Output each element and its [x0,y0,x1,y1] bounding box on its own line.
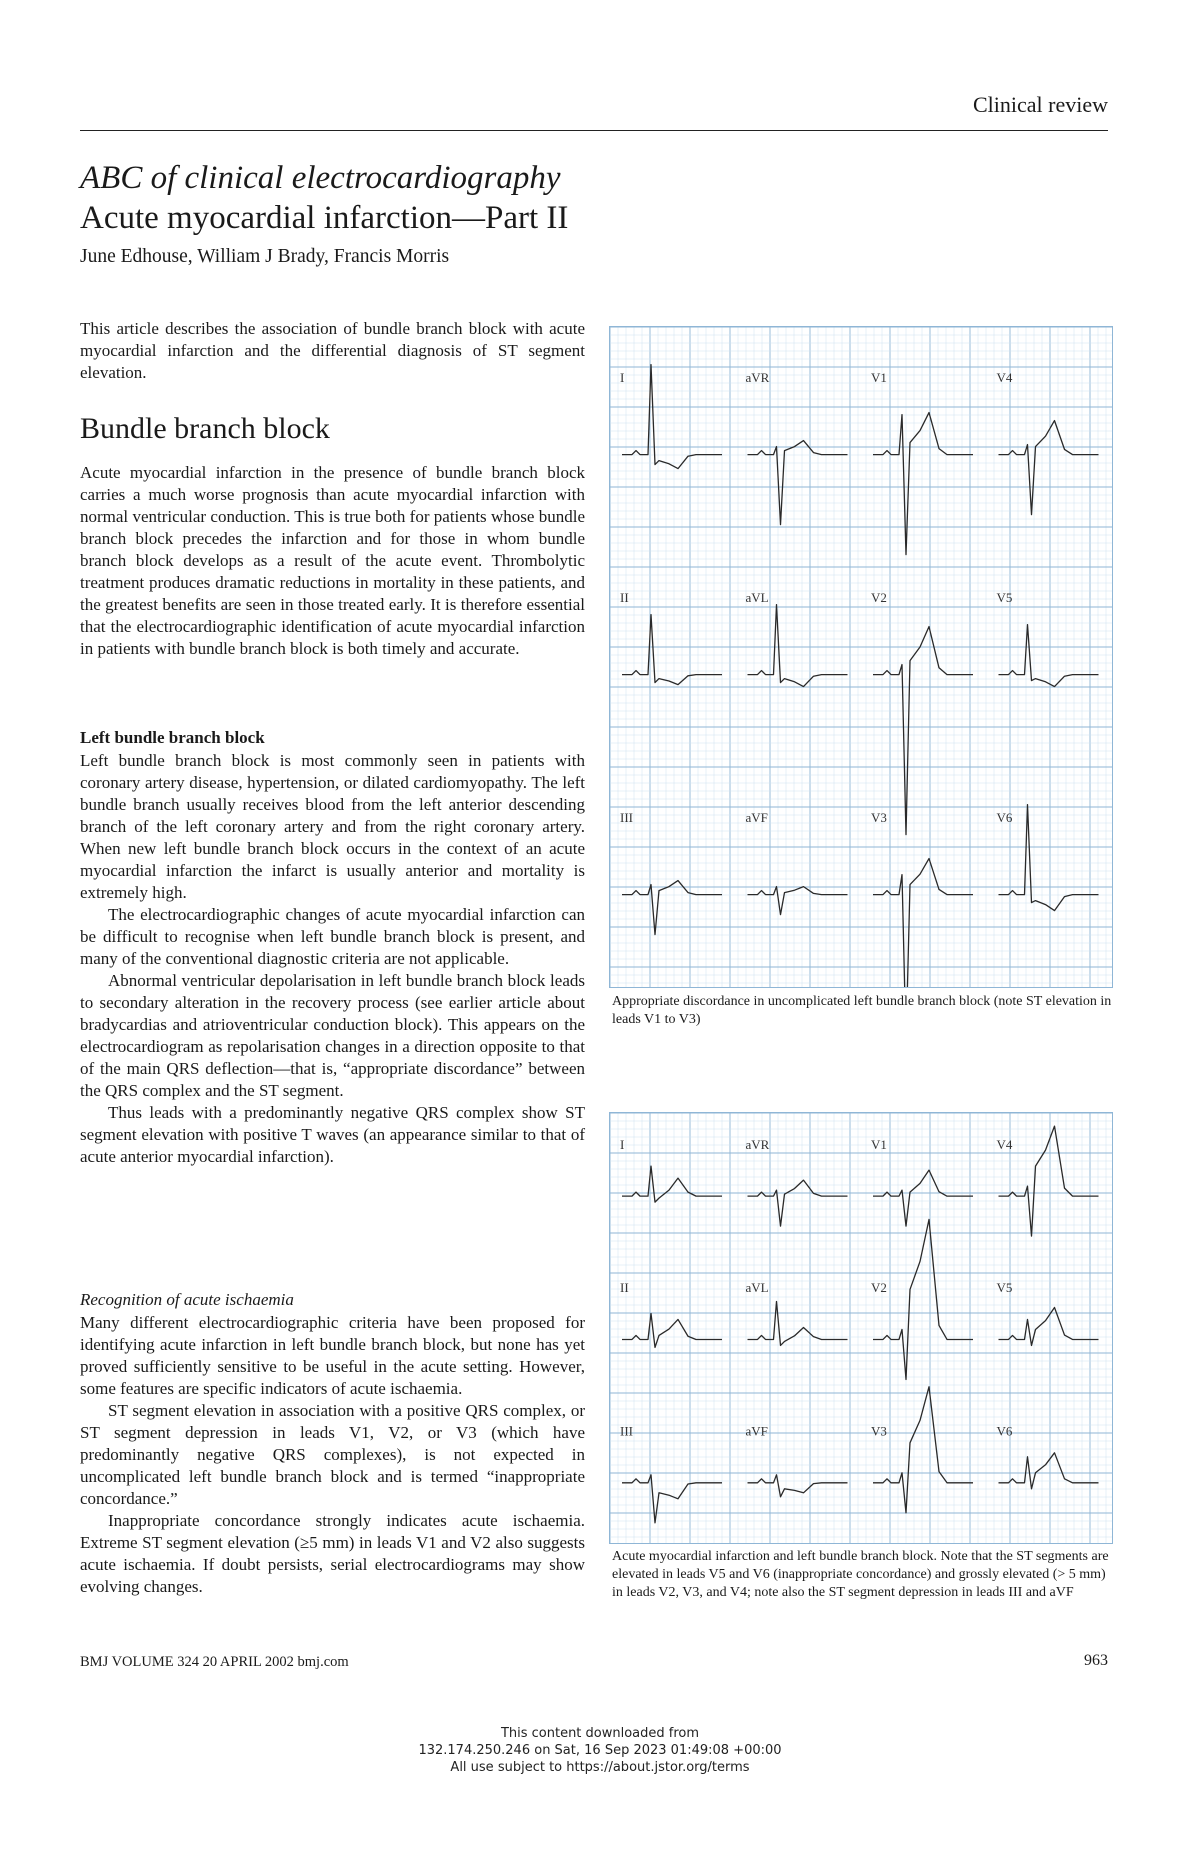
ecg-trace [748,1301,848,1345]
bbb-body [80,462,585,660]
recognition-body [80,1312,585,1598]
download-line: 132.174.250.246 on Sat, 16 Sep 2023 01:49:08 +00:00 [418,1743,782,1758]
lead-label: V4 [996,1136,1013,1152]
ecg-trace [873,1387,973,1513]
intro-text: This article describes the association of bundle branch block with acute myocardial infarction and the differential diagnosis of ST segment elevation. [80,319,585,382]
ecg-trace [996,1126,1099,1236]
ecg-trace [748,1180,848,1226]
ecg-trace [873,1170,973,1226]
header-rule [80,130,1108,131]
ecg-trace [748,441,848,525]
lead-label: II [620,590,629,605]
lead-label: III [620,1423,633,1439]
authors: June Edhouse, William J Brady, Francis Morris [80,246,450,267]
recognition-paragraph: ST segment elevation in association with a positive QRS complex, or ST segment depression in leads V1, V2, or V3 (which have predominantly negative QRS complexes), is not expected in uncomplicated left bundle branch block and is termed “inappropriate concordance.” [80,1401,585,1508]
lead-label: I [620,1136,625,1152]
download-line: All use subject to https://about.jstor.org/terms [450,1760,750,1775]
ecg-figure-1 [609,326,1113,988]
lead-label: V6 [996,810,1013,825]
lead-label: II [620,1280,629,1296]
lbbb-heading: Left bundle branch block [80,728,265,747]
figure-1-caption: Appropriate discordance in uncomplicated left bundle branch block (note ST elevation in leads V1 to V3) [612,994,1112,1027]
ecg-trace [748,605,848,687]
lead-label: I [620,370,625,385]
lead-label: V2 [871,1280,887,1296]
download-line: This content downloaded from [500,1726,700,1741]
lead-label: V5 [996,590,1013,605]
recognition-paragraph: Inappropriate concordance strongly indicates acute ischaemia. Extreme ST segment elevation (≥5 mm) in leads V1 and V2 also suggests acute ischaemia. If doubt persists, serial electrocardiograms may show evolving changes. [80,1511,585,1596]
ecg-2-graphic [610,1113,1112,1543]
lead-label: V3 [871,810,887,825]
ecg-trace [622,1475,722,1523]
article-title: Acute myocardial infarction—Part II [80,200,569,236]
lead-label: V1 [871,1136,887,1152]
ecg-trace [996,805,1099,911]
lead-label: V1 [871,370,887,385]
lead-label: aVR [745,370,770,385]
series-title: ABC of clinical electrocardiography [80,160,561,196]
lead-label: aVF [745,1423,768,1439]
ecg-trace [622,881,722,935]
section-label: Clinical review [972,92,1108,117]
ecg-figure-2 [609,1112,1113,1544]
ecg-trace [999,625,1099,687]
ecg-grid [610,327,1112,987]
lead-label: V4 [996,370,1013,385]
ecg-trace [622,365,722,469]
recognition-heading: Recognition of acute ischaemia [80,1290,294,1309]
ecg-trace [748,887,848,915]
ecg-trace [622,615,722,685]
lbbb-paragraph: The electrocardiographic changes of acute myocardial infarction can be difficult to recognise when left bundle branch block is present, and many of the conventional diagnostic criteria are not applicable. [80,905,585,968]
page-number: 963 [1084,1652,1108,1669]
lead-label: V5 [996,1280,1013,1296]
recognition-paragraph: Many different electrocardiographic criteria have been proposed for identifying acute infarction in left bundle branch block, but none has yet proved sufficiently sensitive to be useful in the acute setting. However, some features are specific indicators of acute ischaemia. [80,1313,585,1398]
lead-label: aVL [745,590,769,605]
bbb-paragraph: Acute myocardial infarction in the presence of bundle branch block carries a much worse prognosis than acute myocardial infarction with normal ventricular conduction. This is true both for patients whose bundle branch block precedes the infarction and for those in whom bundle branch block develops as a result of the acute event. Thrombolytic treatment produces dramatic reductions in mortality in these patients, and the greatest benefits are seen in those treated early. It is therefore essential that the electrocardiographic identification of acute myocardial infarction in patients with bundle branch block is both timely and accurate. [80,463,585,658]
ecg-1-graphic [610,327,1112,987]
ecg-trace [622,1313,722,1347]
lbbb-paragraph: Abnormal ventricular depolarisation in left bundle branch block leads to secondary alteration in the recovery process (see earlier article about bradycardias and atrioventricular conduction block). This appears on the electrocardiogram as repolarisation changes in a direction opposite to that of the main QRS deflection—that is, “appropriate discordance” between the QRS complex and the ST segment. [80,971,585,1100]
lead-label: aVL [745,1280,769,1296]
intro-paragraph [80,318,585,384]
ecg-trace [999,421,1099,515]
figure-2-caption: Acute myocardial infarction and left bundle branch block. Note that the ST segments are elevated in leads V5 and V6 (inappropriate concordance) and grossly elevated (> 5 mm) in leads V2, V3, and V4; note also the ST segment depression in leads III and aVF [612,1549,1109,1600]
ecg-trace [748,1475,848,1497]
journal-footer: BMJ VOLUME 324 20 APRIL 2002 bmj.com [80,1654,349,1670]
download-notice [0,1725,1200,1776]
ecg-trace [999,1453,1099,1489]
lead-label: V6 [996,1423,1013,1439]
lbbb-body [80,750,585,1168]
ecg-trace [873,413,973,555]
ecg-trace [873,1219,973,1379]
lbbb-paragraph: Thus leads with a predominantly negative QRS complex show ST segment elevation with positive T waves (an appearance similar to that of acute anterior myocardial infarction). [80,1103,585,1166]
lbbb-paragraph: Left bundle branch block is most commonly seen in patients with coronary artery disease, hypertension, or dilated cardiomyopathy. The left bundle branch usually receives blood from the left anterior descending branch of the left coronary artery and from the right coronary artery. When new left bundle branch block occurs in the context of an acute myocardial infarction the infarct is usually anterior and mortality is extremely high. [80,751,585,902]
ecg-trace [873,859,973,987]
section-heading: Bundle branch block [80,412,330,445]
lead-label: V3 [871,1423,887,1439]
lead-label: III [620,810,633,825]
lead-label: V2 [871,590,887,605]
lead-label: aVF [745,810,768,825]
lead-label: aVR [745,1136,770,1152]
ecg-trace [873,627,973,835]
ecg-trace [622,1166,722,1202]
